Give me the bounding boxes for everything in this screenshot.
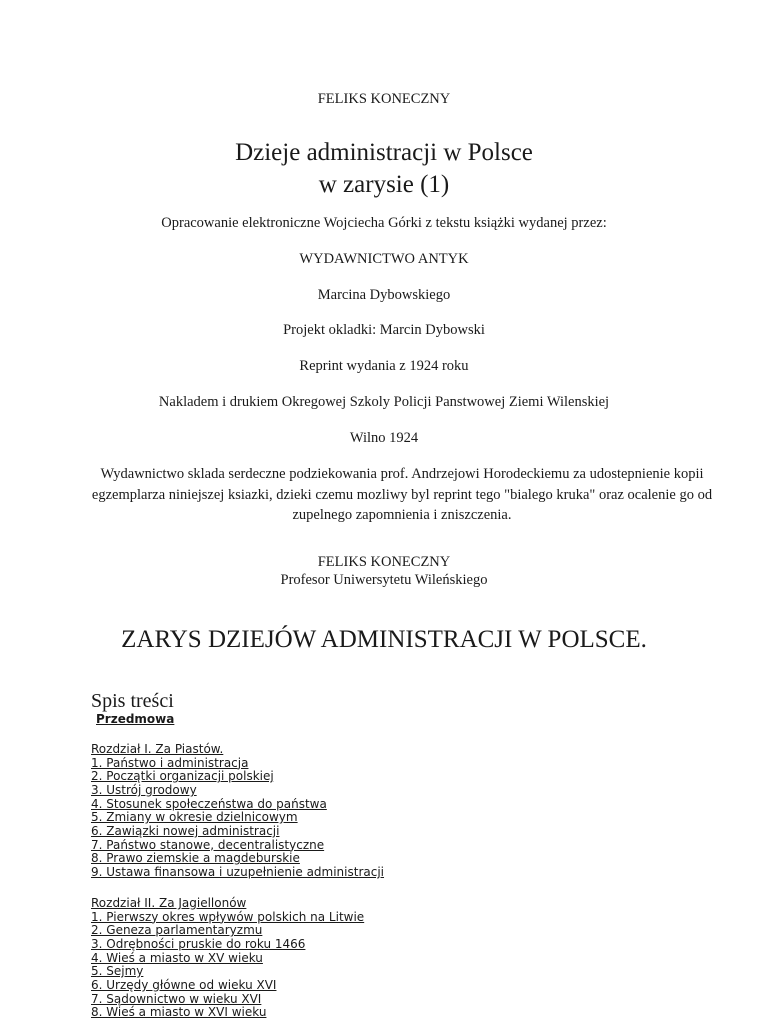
toc-link-section[interactable]: 7. Państwo stanowe, decentralistyczne [91,837,325,852]
toc-link-section[interactable]: 5. Sejmy [91,964,144,979]
toc-link-section[interactable]: 4. Wieś a miasto w XV wieku [91,950,263,965]
edition-note: Opracowanie elektroniczne Wojciecha Górki z tekstu książki wydanej przez: [161,215,607,231]
toc-link-section[interactable]: 6. Urzędy główne od wieku XVI [91,977,277,992]
toc-link-section[interactable]: 8. Prawo ziemskie a magdeburskie [91,851,300,866]
toc-chapter-2 [91,897,364,1020]
toc-link-section[interactable]: 5. Zmiany w okresie dzielnicowym [91,810,298,825]
toc-link-section[interactable]: 7. Sądownictwo w wieku XVI [91,991,262,1006]
toc-chapter-1 [91,743,384,880]
toc-link-section[interactable]: 3. Odrębności pruskie do roku 1466 [91,936,306,951]
cover-design-credit: Projekt okladki: Marcin Dybowski [283,322,485,338]
toc-link-section[interactable]: 6. Zawiązki nowej administracji [91,823,280,838]
book-subtitle: w zarysie (1) [318,171,450,198]
publisher-owner: Marcina Dybowskiego [317,287,451,303]
publisher-name: WYDAWNICTWO ANTYK [299,251,469,267]
author-name-repeat: FELIKS KONECZNY [317,554,451,570]
toc-link-section[interactable]: 1. Państwo i administracja [91,755,249,770]
toc-link-section[interactable]: 3. Ustrój grodowy [91,782,197,797]
author-name: FELIKS KONECZNY [317,91,451,107]
toc-link-section[interactable]: 8. Wieś a miasto w XVI wieku [91,1005,267,1020]
toc-link-section[interactable]: 1. Pierwszy okres wpływów polskich na Litwie [91,909,365,924]
toc-link-chapter-1[interactable]: Rozdział I. Za Piastów. [91,742,224,756]
place-year: Wilno 1924 [349,430,419,446]
reprint-note: Reprint wydania z 1924 roku [299,358,469,374]
acknowledgement-paragraph: Wydawnictwo sklada serdeczne podziekowania prof. Andrzejowi Horodeckiemu za udostepnienie kopii egzemplarza niniejszej ksiazki, dzieki czemu mozliwy byl reprint tego "bialego kruka" oraz ocalenie go od zupelnego zapomnienia i zniszczenia. [91,466,713,523]
toc-link-preface[interactable]: Przedmowa [96,712,175,726]
main-title: ZARYS DZIEJÓW ADMINISTRACJI W POLSCE. [121,626,647,653]
printer-note: Nakladem i drukiem Okregowej Szkoly Policji Panstwowej Ziemi Wilenskiej [158,394,610,410]
toc-link-chapter-2[interactable]: Rozdział II. Za Jagiellonów [91,896,247,910]
toc-link-section[interactable]: 2. Początki organizacji polskiej [91,769,274,784]
toc-link-section[interactable]: 2. Geneza parlamentaryzmu [91,923,263,938]
toc-link-section[interactable]: 4. Stosunek społeczeństwa do państwa [91,796,327,811]
toc-heading: Spis treści [91,690,174,712]
author-position: Profesor Uniwersytetu Wileńskiego [280,572,488,588]
toc-link-section[interactable]: 9. Ustawa finansowa i uzupełnienie administracji [91,864,385,879]
book-title: Dzieje administracji w Polsce [235,139,533,166]
